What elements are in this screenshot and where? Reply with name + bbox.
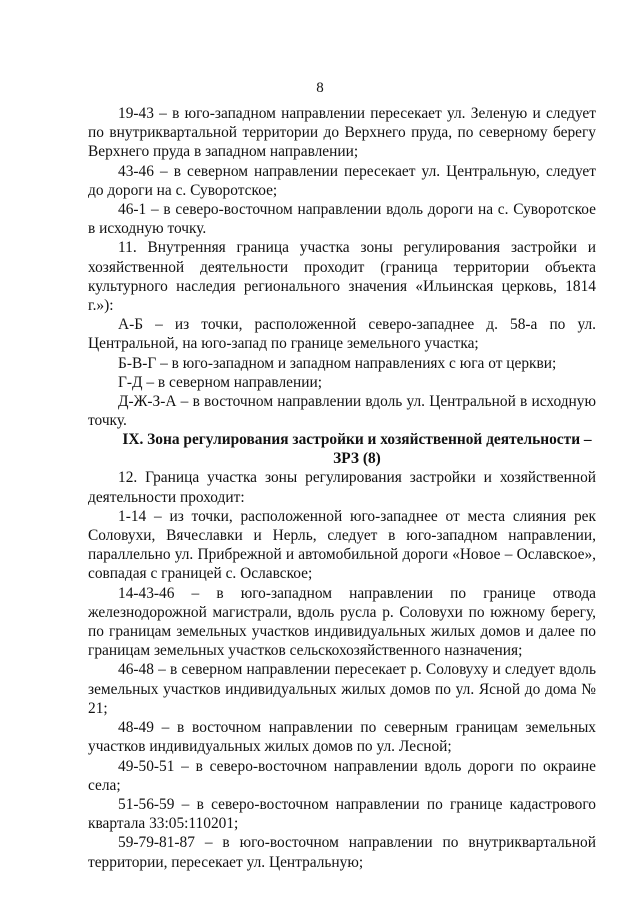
paragraph: Г-Д – в северном направлении; <box>118 373 322 391</box>
document-body <box>88 104 596 872</box>
paragraph: 51-56-59 – в северо-восточном направлении по границе кадастрового квартала 33:05:110201; <box>88 795 596 833</box>
paragraph: 19-43 – в юго-западном направлении пересекает ул. Зеленую и следует по внутриквартальной территории до Верхнего пруда, по северному берегу Верхнего пруда в западном направлении; <box>88 105 596 161</box>
page-number: 8 <box>316 80 324 96</box>
paragraph: 12. Граница участка зоны регулирования застройки и хозяйственной деятельности проходит: <box>88 469 596 506</box>
paragraph: 59-79-81-87 – в юго-восточном направлении по внутриквартальной территории, пересекает ул. Центральную; <box>88 834 596 871</box>
section-heading: IX. Зона регулирования застройки и хозяйственной деятельности – <box>122 431 592 449</box>
paragraph: 48-49 – в восточном направлении по северным границам земельных участков индивидуальных жилых домов по ул. Лесной; <box>88 719 596 756</box>
paragraph: Д-Ж-З-А – в восточном направлении вдоль ул. Центральной в исходную точку. <box>88 393 596 430</box>
paragraph: 11. Внутренняя граница участка зоны регулирования застройки и хозяйственной деятельности проходит (граница территории объекта культурного наследия регионального значения «Ильинская церковь, 1814 г.»): <box>88 239 596 315</box>
paragraph: 46-48 – в северном направлении пересекает р. Соловуху и следует вдоль земельных участков индивидуальных жилых домов по ул. Ясной до дома № 21; <box>88 661 596 717</box>
section-heading-code: ЗРЗ (8) <box>333 450 381 468</box>
paragraph: 49-50-51 – в северо-восточном направлении вдоль дороги по окраине села; <box>88 757 596 794</box>
paragraph: 43-46 – в северном направлении пересекает ул. Центральную, следует до дороги на с. Суворотское; <box>88 162 596 199</box>
paragraph: 46-1 – в северо-восточном направлении вдоль дороги на с. Суворотское в исходную точку. <box>88 201 596 238</box>
paragraph: А-Б – из точки, расположенной северо-западнее д. 58-а по ул. Центральной, на юго-запад по границе земельного участка; <box>88 316 596 353</box>
paragraph: 14-43-46 – в юго-западном направлении по границе отвода железнодорожной магистрали, вдоль русла р. Соловухи по южному берегу, по границам земельных участков индивидуальных жилых домов и далее по границам земельных участков сельскохозяйственного назначения; <box>88 584 596 660</box>
paragraph: Б-В-Г – в юго-западном и западном направлениях с юга от церкви; <box>118 354 557 372</box>
paragraph: 1-14 – из точки, расположенной юго-западнее от места слияния рек Соловухи, Вячеславки и Нерль, следует в юго-западном направлении, параллельно ул. Прибрежной и автомобильной дороги «Новое – Ославское», совпадая с границей с. Ославское; <box>88 507 596 583</box>
